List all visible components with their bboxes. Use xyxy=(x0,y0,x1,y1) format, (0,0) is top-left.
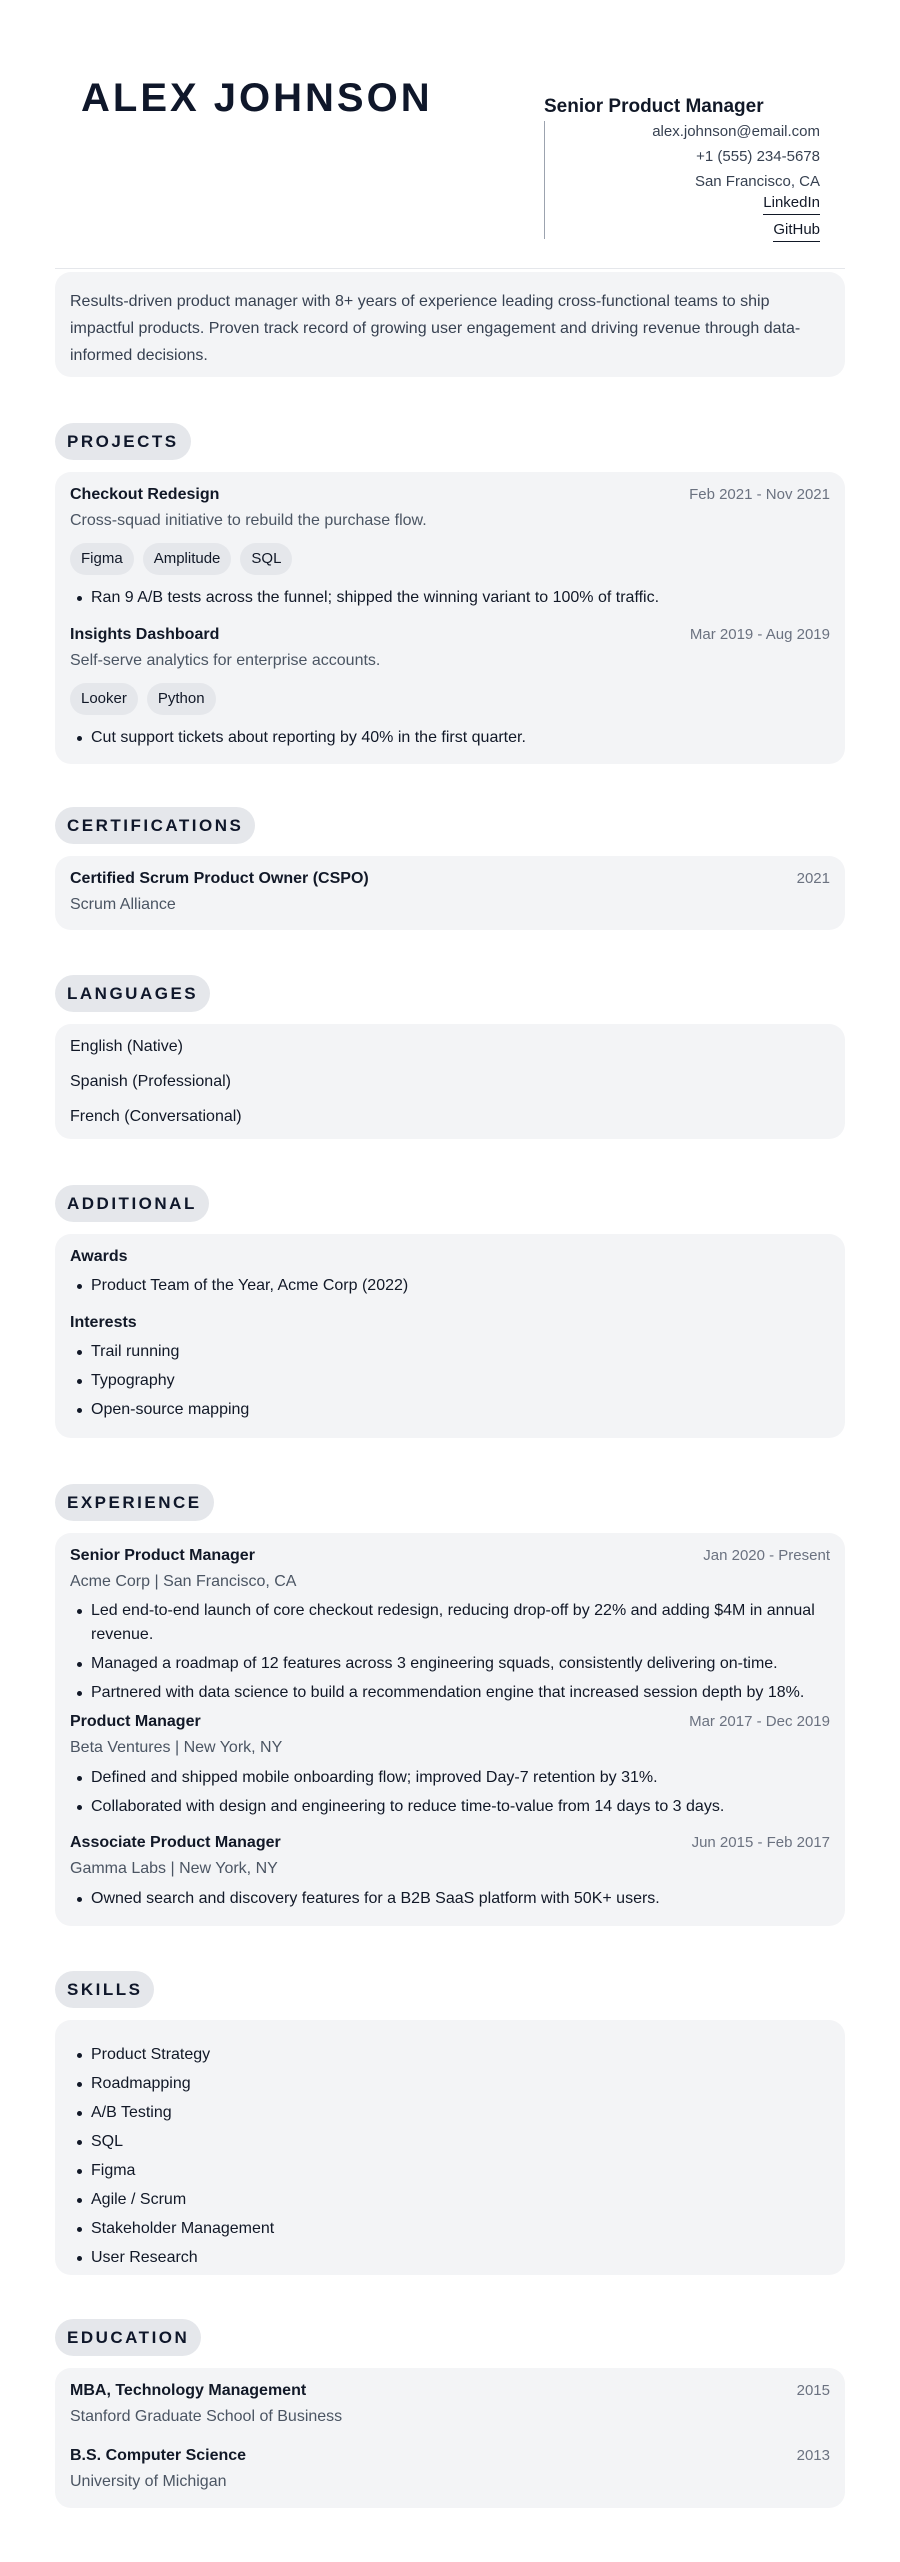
list-item: Product Team of the Year, Acme Corp (2022) xyxy=(70,1274,830,1298)
tag-chip: SQL xyxy=(240,543,292,575)
education-heading: EDUCATION xyxy=(55,2319,201,2356)
languages-heading: LANGUAGES xyxy=(55,975,210,1012)
education-header xyxy=(70,2447,830,2465)
job-dates: Mar 2017 - Dec 2019 xyxy=(689,1713,830,1730)
experience-heading: EXPERIENCE xyxy=(55,1484,214,1521)
github-link[interactable]: GitHub xyxy=(773,219,820,242)
list-item: Typography xyxy=(70,1369,830,1393)
project-dates: Mar 2019 - Aug 2019 xyxy=(689,626,830,643)
list-item: User Research xyxy=(70,2246,830,2270)
list-item: Open-source mapping xyxy=(70,1398,830,1422)
experience-card xyxy=(55,1533,845,1926)
list-item: SQL xyxy=(70,2130,830,2154)
list-item: Trail running xyxy=(70,1340,830,1364)
header-contact xyxy=(544,96,820,241)
degree: B.S. Computer Science xyxy=(70,2447,247,2464)
additional-heading: ADDITIONAL xyxy=(55,1185,209,1222)
education-header xyxy=(70,2382,830,2400)
job-bullets xyxy=(70,1599,830,1710)
school-name: University of Michigan xyxy=(70,2473,227,2490)
project-bullets xyxy=(70,586,830,615)
skills-heading: SKILLS xyxy=(55,1971,154,2008)
education-card xyxy=(55,2368,845,2508)
awards-heading: Awards xyxy=(70,1248,128,1265)
list-item: Led end-to-end launch of core checkout redesign, reducing drop-off by 22% and adding $4M in annual revenue. xyxy=(70,1599,830,1647)
linkedin-link[interactable]: LinkedIn xyxy=(763,192,820,215)
job-company: Acme Corp | San Francisco, CA xyxy=(70,1573,297,1590)
header-divider xyxy=(55,268,845,269)
skills-list xyxy=(70,2043,830,2275)
location: San Francisco, CA xyxy=(694,173,820,190)
list-item: Owned search and discovery features for a B2B SaaS platform with 50K+ users. xyxy=(70,1887,830,1911)
interests-list xyxy=(70,1340,830,1427)
list-item: Stakeholder Management xyxy=(70,2217,830,2241)
job-role: Associate Product Manager xyxy=(70,1834,281,1851)
tag-chip: Looker xyxy=(70,683,138,715)
project-bullets xyxy=(70,726,830,755)
school-name: Stanford Graduate School of Business xyxy=(70,2408,343,2425)
tag-chip: Amplitude xyxy=(143,543,232,575)
job-company: Beta Ventures | New York, NY xyxy=(70,1739,283,1756)
degree: MBA, Technology Management xyxy=(70,2382,307,2399)
graduation-year: 2013 xyxy=(796,2447,830,2464)
certification-year: 2021 xyxy=(796,870,830,887)
project-header xyxy=(70,486,830,504)
graduation-year: 2015 xyxy=(796,2382,830,2399)
summary-card: Results-driven product manager with 8+ years of experience leading cross-functional teams to ship impactful products. Proven track record of growing user engagement and driving revenue through data-informed decisions. xyxy=(55,272,845,377)
tag-chip: Figma xyxy=(70,543,134,575)
candidate-name: ALEX JOHNSON xyxy=(81,76,433,120)
projects-heading: PROJECTS xyxy=(55,423,191,460)
project-description: Cross-squad initiative to rebuild the purchase flow. xyxy=(70,512,427,529)
project-description: Self-serve analytics for enterprise accounts. xyxy=(70,652,381,669)
list-item: Roadmapping xyxy=(70,2072,830,2096)
job-company: Gamma Labs | New York, NY xyxy=(70,1860,278,1877)
job-dates: Jan 2020 - Present xyxy=(703,1547,830,1564)
job-header xyxy=(70,1713,830,1731)
language-item: French (Conversational) xyxy=(70,1108,242,1125)
skills-card xyxy=(55,2020,845,2275)
list-item: Figma xyxy=(70,2159,830,2183)
list-item: A/B Testing xyxy=(70,2101,830,2125)
certification-issuer: Scrum Alliance xyxy=(70,896,176,913)
job-bullets xyxy=(70,1766,830,1824)
contact-box xyxy=(544,119,820,241)
certification-name: Certified Scrum Product Owner (CSPO) xyxy=(70,870,369,887)
project-dates: Feb 2021 - Nov 2021 xyxy=(689,486,830,503)
job-bullets xyxy=(70,1887,830,1916)
project-tags xyxy=(70,683,216,715)
list-item: Partnered with data science to build a recommendation engine that increased session depth by 18%. xyxy=(70,1681,830,1705)
email-link[interactable]: alex.johnson@email.com xyxy=(652,123,820,140)
tag-chip: Python xyxy=(147,683,216,715)
list-item: Product Strategy xyxy=(70,2043,830,2067)
certification-header xyxy=(70,870,830,888)
certifications-heading: CERTIFICATIONS xyxy=(55,807,255,844)
project-header xyxy=(70,626,830,644)
job-title: Senior Product Manager xyxy=(544,96,764,117)
project-name: Checkout Redesign xyxy=(70,486,220,503)
job-role: Senior Product Manager xyxy=(70,1547,255,1564)
contact-divider xyxy=(544,121,545,239)
language-item: English (Native) xyxy=(70,1038,183,1055)
job-dates: Jun 2015 - Feb 2017 xyxy=(691,1834,830,1851)
job-role: Product Manager xyxy=(70,1713,201,1730)
projects-card xyxy=(55,472,845,764)
list-item: Ran 9 A/B tests across the funnel; shipped the winning variant to 100% of traffic. xyxy=(70,586,830,610)
profile-links xyxy=(544,192,820,242)
list-item: Cut support tickets about reporting by 40% in the first quarter. xyxy=(70,726,830,750)
awards-list xyxy=(70,1274,830,1303)
additional-card xyxy=(55,1234,845,1438)
language-item: Spanish (Professional) xyxy=(70,1073,231,1090)
job-header xyxy=(70,1547,830,1565)
project-name: Insights Dashboard xyxy=(70,626,220,643)
project-tags xyxy=(70,543,292,575)
phone-number: +1 (555) 234-5678 xyxy=(696,148,820,165)
certifications-card xyxy=(55,856,845,930)
job-header xyxy=(70,1834,830,1852)
languages-card xyxy=(55,1024,845,1139)
list-item: Agile / Scrum xyxy=(70,2188,830,2212)
list-item: Collaborated with design and engineering to reduce time-to-value from 14 days to 3 days. xyxy=(70,1795,830,1819)
interests-heading: Interests xyxy=(70,1314,137,1331)
list-item: Managed a roadmap of 12 features across 3 engineering squads, consistently delivering on-time. xyxy=(70,1652,830,1676)
list-item: Defined and shipped mobile onboarding flow; improved Day-7 retention by 31%. xyxy=(70,1766,830,1790)
